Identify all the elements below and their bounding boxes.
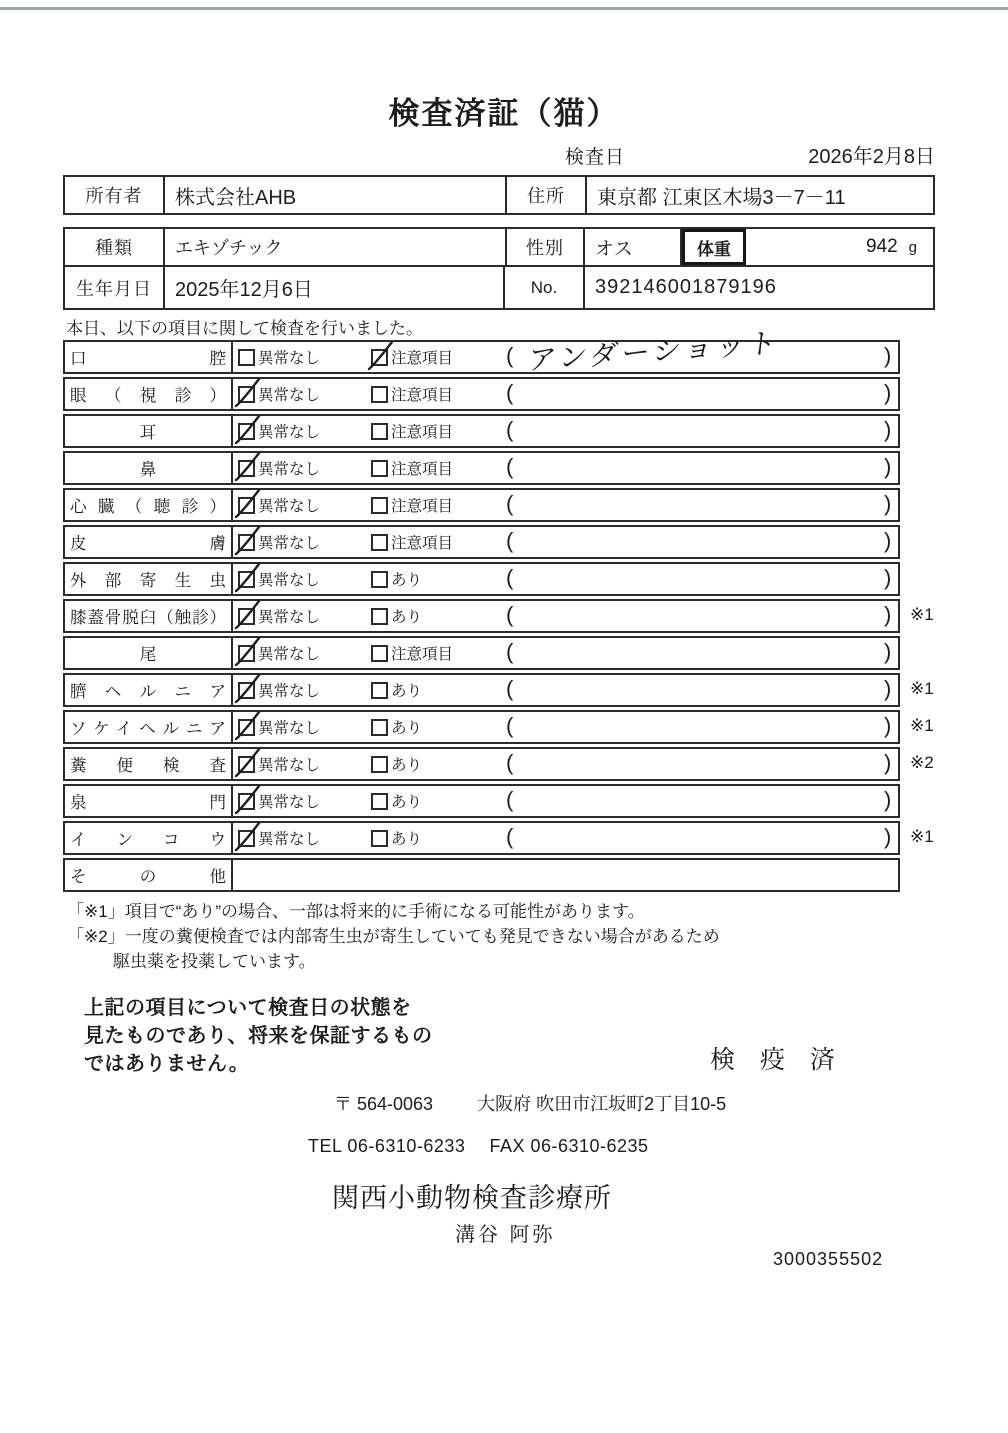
checklist-row-body [233, 490, 898, 520]
option-no-abnormality [238, 457, 320, 479]
option-label: あり [391, 720, 423, 737]
paren-close: ) [884, 638, 892, 664]
species-label: 種類 [65, 229, 165, 265]
exam-item-label: 皮膚 [70, 535, 226, 553]
exam-item-label: 眼（視診） [70, 387, 226, 405]
checkbox-icon [238, 386, 255, 403]
check-mark-icon [233, 746, 263, 780]
checkbox-icon [371, 793, 388, 810]
option-no-abnormality [238, 531, 320, 553]
checkbox-icon [238, 571, 255, 588]
paren-close: ) [884, 675, 892, 701]
checkbox-icon [371, 608, 388, 625]
checklist-row-body [233, 712, 898, 742]
checkbox-icon [238, 682, 255, 699]
disclaimer-block [84, 994, 433, 1078]
birthdate-value: 2025年12月6日 [165, 267, 505, 308]
paren-close: ) [884, 823, 892, 849]
check-mark-icon [233, 376, 263, 410]
paren-open: ( [506, 786, 514, 812]
option-label: あり [391, 683, 423, 700]
paren-close: ) [884, 342, 892, 368]
option-no-abnormality [238, 679, 320, 701]
check-mark-icon [233, 635, 263, 669]
checkbox-icon [371, 497, 388, 514]
exam-item-label: 膝蓋骨脱臼（触診） [70, 609, 226, 627]
checklist-row-body [233, 860, 898, 890]
option-label: あり [391, 609, 423, 626]
checklist-row-body [233, 638, 898, 668]
option-label: あり [391, 757, 423, 774]
checklist-row [63, 414, 900, 448]
option-attention-or-present [371, 346, 453, 368]
checkbox-icon [371, 571, 388, 588]
owner-table [63, 175, 935, 215]
checkbox-icon [238, 645, 255, 662]
exam-item-label-cell [65, 601, 233, 631]
checklist-row-body [233, 601, 898, 631]
footnote-ref: ※1 [910, 679, 934, 698]
option-attention-or-present [371, 383, 453, 405]
option-label: あり [391, 572, 423, 589]
option-label: 異常なし [258, 535, 321, 552]
check-mark-icon [233, 598, 263, 632]
option-label: 異常なし [258, 683, 321, 700]
sex-value: オス [585, 229, 682, 265]
checklist-row-body [233, 786, 898, 816]
paren-open: ( [506, 453, 514, 479]
check-mark-icon [233, 561, 263, 595]
option-label: 異常なし [258, 794, 321, 811]
exam-item-label: 糞便検査 [70, 757, 226, 775]
animal-table-row1 [63, 227, 935, 267]
inspection-date-label: 検査日 [565, 147, 626, 168]
option-label: 注意項目 [391, 461, 454, 478]
option-label: 異常なし [258, 387, 321, 404]
exam-item-label-cell [65, 823, 233, 853]
option-label: 注意項目 [391, 535, 454, 552]
sex-label: 性別 [507, 229, 585, 265]
option-attention-or-present [371, 790, 422, 812]
exam-item-label: 尾 [139, 646, 157, 664]
disclaimer-line-2: 見たものであり、将来を保証するもの [84, 1025, 433, 1047]
exam-item-label-cell [65, 416, 233, 446]
clinic-tel-line [308, 1136, 649, 1157]
checkbox-icon [238, 719, 255, 736]
checklist-row-body [233, 453, 898, 483]
checkbox-icon [371, 460, 388, 477]
exam-item-label: 泉門 [70, 794, 226, 812]
footnote-2-continued: 駆虫薬を投薬しています。 [113, 952, 316, 971]
checklist-row-body [233, 564, 898, 594]
paren-open: ( [506, 564, 514, 590]
checklist-row [63, 525, 900, 559]
paren-open: ( [506, 416, 514, 442]
exam-item-label-cell [65, 453, 233, 483]
serial-number: 3000355502 [773, 1249, 884, 1269]
checkbox-icon [238, 793, 255, 810]
exam-item-label-cell [65, 564, 233, 594]
option-attention-or-present [371, 457, 453, 479]
checklist-row [63, 377, 900, 411]
option-label: 注意項目 [391, 424, 454, 441]
option-label: 異常なし [258, 720, 321, 737]
clinic-address: 大阪府 吹田市江坂町2丁目10-5 [477, 1094, 727, 1114]
exam-item-label-cell [65, 490, 233, 520]
intro-sentence: 本日、以下の項目に関して検査を行いました。 [66, 319, 423, 338]
paren-open: ( [506, 527, 514, 553]
exam-item-label: その他 [70, 868, 226, 886]
checklist-row [63, 858, 900, 892]
option-no-abnormality [238, 642, 320, 664]
option-no-abnormality [238, 383, 320, 405]
option-label: 異常なし [258, 424, 321, 441]
weight-label: 体重 [682, 229, 746, 265]
paren-open: ( [506, 638, 514, 664]
option-label: 異常なし [258, 461, 321, 478]
checkbox-icon [371, 645, 388, 662]
option-attention-or-present [371, 753, 422, 775]
option-no-abnormality [238, 827, 320, 849]
exam-item-label-cell [65, 379, 233, 409]
checkbox-icon [371, 830, 388, 847]
owner-value: 株式会社AHB [165, 177, 507, 213]
checklist-row [63, 636, 900, 670]
option-attention-or-present [371, 679, 422, 701]
exam-item-label-cell [65, 860, 233, 890]
checklist-row [63, 784, 900, 818]
exam-item-label: 臍ヘルニア [70, 683, 226, 701]
species-value: エキゾチック [165, 229, 507, 265]
birthdate-label: 生年月日 [65, 267, 165, 308]
checkbox-icon [238, 608, 255, 625]
option-label: 異常なし [258, 609, 321, 626]
paren-open: ( [506, 490, 514, 516]
postal-code: 〒 564-0063 [334, 1094, 434, 1114]
owner-label: 所有者 [65, 177, 165, 213]
checkbox-icon [238, 349, 255, 366]
paren-open: ( [506, 601, 514, 627]
option-attention-or-present [371, 716, 422, 738]
veterinarian-name: 溝谷 阿弥 [455, 1224, 556, 1246]
footnote-ref: ※2 [910, 753, 934, 772]
paren-close: ) [884, 453, 892, 479]
paren-close: ) [884, 564, 892, 590]
checkbox-icon [371, 719, 388, 736]
disclaimer-line-1: 上記の項目について検査日の状態を [84, 997, 412, 1019]
footnotes-block [67, 899, 720, 974]
option-label: 注意項目 [391, 350, 454, 367]
checklist-row [63, 451, 900, 485]
footnote-2: 「※2」一度の糞便検査では内部寄生虫が寄生していても発見できない場合があるため [67, 927, 720, 946]
paren-open: ( [506, 712, 514, 738]
paren-close: ) [884, 786, 892, 812]
option-attention-or-present [371, 494, 453, 516]
checklist-row-body [233, 527, 898, 557]
checkbox-icon [238, 756, 255, 773]
option-no-abnormality [238, 753, 320, 775]
exam-item-label-cell [65, 749, 233, 779]
exam-item-label-cell [65, 342, 233, 372]
checkbox-icon [238, 497, 255, 514]
clinic-tel: TEL 06-6310-6233 [308, 1136, 466, 1156]
checkbox-icon [238, 460, 255, 477]
checkbox-icon [371, 534, 388, 551]
paren-close: ) [884, 712, 892, 738]
exam-item-label: 心臓（聴診） [70, 498, 226, 516]
option-attention-or-present [371, 531, 453, 553]
checklist-row-body [233, 749, 898, 779]
checklist-row [63, 710, 934, 744]
no-label: No. [505, 267, 585, 308]
checklist-row [63, 673, 934, 707]
handwritten-note: アンダーショット [526, 327, 782, 376]
option-label: 異常なし [258, 498, 321, 515]
option-attention-or-present [371, 827, 422, 849]
footnote-ref: ※1 [910, 827, 934, 846]
checklist-row-body [233, 416, 898, 446]
checkbox-icon [371, 386, 388, 403]
checklist-row [63, 599, 934, 633]
checkbox-icon [238, 534, 255, 551]
no-value: 392146001879196 [595, 276, 777, 298]
option-label: 異常なし [258, 350, 321, 367]
footnote-ref: ※1 [910, 716, 934, 735]
option-attention-or-present [371, 568, 422, 590]
option-no-abnormality [238, 716, 320, 738]
exam-item-label-cell [65, 786, 233, 816]
option-label: 注意項目 [391, 498, 454, 515]
address-value: 東京都 江東区木場3－7－11 [597, 186, 846, 209]
checklist-row [63, 488, 900, 522]
paren-open: ( [506, 675, 514, 701]
animal-table-row2 [63, 265, 935, 310]
exam-item-label-cell [65, 527, 233, 557]
paren-open: ( [506, 379, 514, 405]
paren-close: ) [884, 379, 892, 405]
exam-item-label: 耳 [139, 424, 157, 442]
footnote-1: 「※1」項目で“あり”の場合、一部は将来的に手術になる可能性があります。 [67, 902, 645, 921]
paren-open: ( [506, 342, 514, 368]
paren-close: ) [884, 601, 892, 627]
option-label: あり [391, 794, 423, 811]
exam-item-label-cell [65, 675, 233, 705]
option-label: 異常なし [258, 646, 321, 663]
check-mark-icon [233, 709, 263, 743]
exam-item-label: 鼻 [139, 461, 157, 479]
option-attention-or-present [371, 642, 453, 664]
clinic-name: 関西小動物検査診療所 [332, 1183, 612, 1213]
weight-number: 942 [865, 236, 898, 257]
option-no-abnormality [238, 790, 320, 812]
exam-item-label-cell [65, 712, 233, 742]
address-label: 住所 [507, 177, 587, 213]
page-title: 検査済証（猫） [388, 96, 620, 131]
checklist-row [63, 562, 900, 596]
check-mark-icon [233, 413, 263, 447]
checklist-row-body [233, 379, 898, 409]
paren-close: ) [884, 490, 892, 516]
exam-item-label: 外部寄生虫 [70, 572, 226, 590]
check-mark-icon [233, 524, 263, 558]
checkbox-icon [371, 349, 388, 366]
option-no-abnormality [238, 568, 320, 590]
checkbox-icon [371, 756, 388, 773]
option-no-abnormality [238, 494, 320, 516]
option-label: 異常なし [258, 831, 321, 848]
paren-close: ) [884, 527, 892, 553]
option-attention-or-present [371, 420, 453, 442]
scan-edge-artifact [0, 7, 1008, 10]
paren-close: ) [884, 416, 892, 442]
checkbox-icon [238, 830, 255, 847]
check-mark-icon [233, 487, 263, 521]
disclaimer-line-3: ではありません。 [84, 1053, 250, 1075]
option-no-abnormality [238, 420, 320, 442]
option-attention-or-present [371, 605, 422, 627]
paren-open: ( [506, 749, 514, 775]
checklist-row [63, 747, 934, 781]
checkbox-icon [371, 682, 388, 699]
weight-value [746, 229, 933, 265]
clinic-postal-line [334, 1090, 726, 1116]
option-no-abnormality [238, 346, 320, 368]
option-label: 注意項目 [391, 646, 454, 663]
check-mark-icon [233, 783, 263, 817]
option-no-abnormality [238, 605, 320, 627]
weight-unit: g [908, 238, 917, 256]
clinic-fax: FAX 06-6310-6235 [489, 1136, 649, 1156]
checklist-row-body [233, 823, 898, 853]
checklist-row-body [233, 675, 898, 705]
check-mark-icon [233, 450, 263, 484]
check-mark-icon [233, 672, 263, 706]
check-mark-icon [233, 820, 263, 854]
inspection-date-value: 2026年2月8日 [808, 146, 935, 168]
checklist-row [63, 821, 934, 855]
checklist-row-body [233, 327, 898, 376]
option-label: あり [391, 831, 423, 848]
option-label: 異常なし [258, 757, 321, 774]
checkbox-icon [238, 423, 255, 440]
check-mark-icon [366, 339, 396, 373]
exam-item-label: 口腔 [70, 350, 226, 368]
checkbox-icon [371, 423, 388, 440]
option-label: 異常なし [258, 572, 321, 589]
quarantine-passed-stamp: 検 疫 済 [710, 1046, 844, 1074]
option-label: 注意項目 [391, 387, 454, 404]
exam-item-label: インコウ [70, 831, 226, 849]
exam-item-label-cell [65, 638, 233, 668]
exam-item-label: ソケイヘルニア [70, 720, 226, 738]
paren-open: ( [506, 823, 514, 849]
footnote-ref: ※1 [910, 605, 934, 624]
paren-close: ) [884, 749, 892, 775]
